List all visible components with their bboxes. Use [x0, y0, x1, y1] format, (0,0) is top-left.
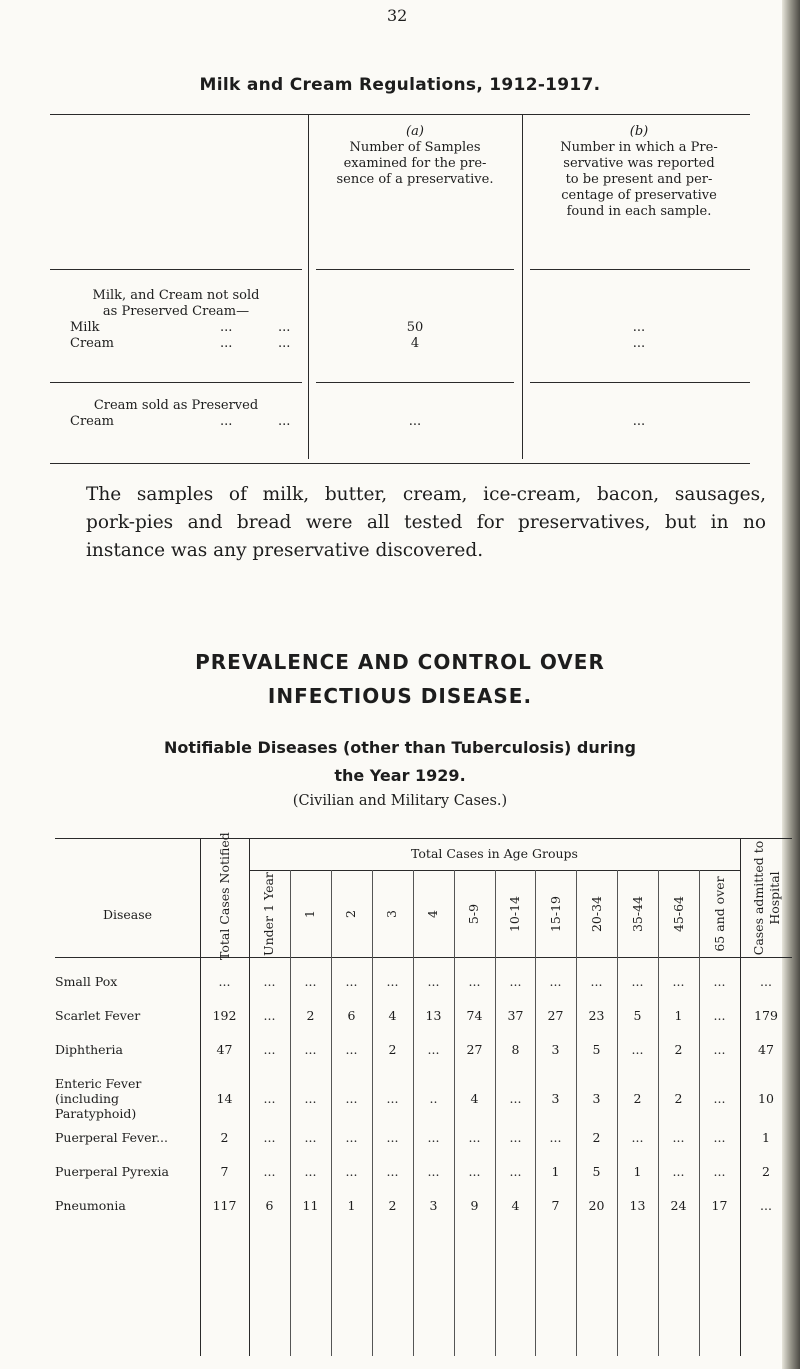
age-col-header: 1 — [302, 910, 317, 918]
age-count-cell: ... — [713, 1164, 726, 1179]
hospital-header: Cases admitted to Hospital — [751, 840, 782, 956]
age-count-cell: 1 — [347, 1198, 356, 1213]
age-count-cell: ... — [386, 1164, 399, 1179]
age-count-cell: 2 — [388, 1042, 397, 1057]
age-count-cell: ... — [263, 1091, 276, 1106]
age-count-cell: ... — [304, 974, 317, 989]
age-count-cell: 20 — [588, 1198, 605, 1213]
age-col-header: 15-19 — [548, 895, 563, 933]
row1-cream-count: 4 — [410, 336, 420, 351]
age-count-cell: ... — [672, 1164, 685, 1179]
row1-label-line1: Milk, and Cream not sold — [92, 288, 260, 303]
hospital-cell: 1 — [762, 1130, 770, 1145]
age-count-cell: ... — [263, 1042, 276, 1057]
total-notified-cell: 192 — [212, 1008, 237, 1023]
hospital-cell: ... — [760, 1198, 772, 1213]
age-count-cell: 1 — [674, 1008, 683, 1023]
age-count-cell: 3 — [429, 1198, 438, 1213]
age-count-cell: ... — [509, 1091, 522, 1106]
row1-label-line2: as Preserved Cream— — [102, 304, 250, 319]
disease-name: (including — [55, 1091, 120, 1106]
age-count-cell: 11 — [302, 1198, 319, 1213]
hospital-cell: 47 — [758, 1042, 774, 1057]
age-count-cell: ... — [345, 974, 358, 989]
age-count-cell: ... — [549, 974, 562, 989]
age-count-cell: 6 — [347, 1008, 356, 1023]
age-count-cell: ... — [263, 1164, 276, 1179]
age-count-cell: 3 — [592, 1091, 601, 1106]
disease-name: Diphtheria — [55, 1042, 123, 1057]
age-col-header: 65 and over — [712, 876, 727, 952]
age-count-cell: ... — [713, 1008, 726, 1023]
age-count-cell: ... — [427, 1164, 440, 1179]
age-count-cell: 7 — [551, 1198, 560, 1213]
preservative-paragraph: The samples of milk, butter, cream, ice-cream, bacon, sausages, pork-pies and bread were all tested for preservatives, but in no instance was any preservative discovered. — [86, 484, 766, 561]
age-count-cell: 2 — [388, 1198, 397, 1213]
hospital-cell: ... — [760, 974, 772, 989]
age-count-cell: ... — [713, 1130, 726, 1145]
age-count-cell: 2 — [674, 1042, 683, 1057]
age-col-header: 5-9 — [466, 903, 481, 925]
total-notified-cell: 2 — [220, 1130, 229, 1145]
age-count-cell: 4 — [511, 1198, 520, 1213]
age-count-cell: ... — [263, 974, 276, 989]
age-count-cell: ... — [263, 1130, 276, 1145]
age-count-cell: 1 — [551, 1164, 560, 1179]
age-count-cell: ... — [509, 1164, 522, 1179]
age-count-cell: 37 — [507, 1008, 524, 1023]
notifiable-diseases-table — [55, 832, 797, 1358]
age-count-cell: 5 — [592, 1042, 601, 1057]
age-count-cell: ... — [468, 1164, 481, 1179]
age-count-cell: 2 — [674, 1091, 683, 1106]
row2-label-line1: Cream sold as Preserved — [93, 398, 259, 413]
age-count-cell: 27 — [547, 1008, 564, 1023]
age-count-cell: ... — [713, 1091, 726, 1106]
disease-name: Puerperal Pyrexia — [55, 1164, 169, 1179]
row2-label-line2: Cream — [70, 414, 114, 429]
milk-cream-table: (a) Number of Samples examined for the pre- sence of a preservative. (b) Number in which a Pre- servative was reported to be present and per- centage of preservative found in each sample. Milk, and Cream not sold as Preserved Cream— Milk ... ... Cream ... ... 50 4 ... ... Cream sold as Preserved Cream ... ... ... ... — [50, 114, 750, 464]
age-count-cell: ... — [304, 1091, 317, 1106]
age-count-cell: ... — [672, 974, 685, 989]
age-count-cell: 8 — [511, 1042, 520, 1057]
age-count-cell: 3 — [551, 1091, 560, 1106]
age-count-cell: ... — [345, 1164, 358, 1179]
total-notified-header: Total Cases Notified — [217, 832, 232, 960]
age-col-header: 20-34 — [589, 895, 604, 933]
age-col-header: 10-14 — [507, 895, 522, 933]
age-count-cell: 5 — [592, 1164, 601, 1179]
total-notified-cell: 7 — [220, 1164, 229, 1179]
age-count-cell: ... — [509, 1130, 522, 1145]
age-count-cell: 24 — [670, 1198, 687, 1213]
disease-name: Paratyphoid) — [55, 1106, 137, 1121]
age-count-cell: ... — [590, 974, 603, 989]
total-notified-cell: 14 — [216, 1091, 233, 1106]
age-count-cell: 74 — [466, 1008, 483, 1023]
hospital-cell: 179 — [754, 1008, 778, 1023]
age-count-cell: ... — [345, 1091, 358, 1106]
age-count-cell: 2 — [306, 1008, 315, 1023]
total-notified-cell: ... — [218, 974, 231, 989]
col-a-header: (a) Number of Samples examined for the pre- sence of a preservative. — [336, 124, 494, 187]
age-count-cell: ... — [304, 1130, 317, 1145]
age-count-cell: ... — [713, 1042, 726, 1057]
age-count-cell: 2 — [633, 1091, 642, 1106]
age-col-header: 4 — [425, 910, 440, 918]
age-count-cell: ... — [304, 1042, 317, 1057]
disease-header: Disease — [102, 907, 153, 922]
age-col-header: 45-64 — [671, 895, 686, 933]
age-count-cell: ... — [468, 974, 481, 989]
age-count-cell: 9 — [470, 1198, 479, 1213]
age-count-cell: ... — [386, 1091, 399, 1106]
disease-name: Puerperal Fever... — [55, 1130, 169, 1145]
hospital-cell: 2 — [762, 1164, 770, 1179]
age-count-cell: ... — [631, 1042, 644, 1057]
total-notified-cell: 47 — [216, 1042, 233, 1057]
age-count-cell: 3 — [551, 1042, 560, 1057]
age-count-cell: ... — [549, 1130, 562, 1145]
age-count-cell: 6 — [265, 1198, 274, 1213]
age-col-header: 2 — [343, 910, 358, 918]
age-count-cell: ... — [386, 974, 399, 989]
row1-cream-label: Cream — [70, 336, 114, 351]
notifiable-diseases-heading: Notifiable Diseases (other than Tuberculosis) during the Year 1929. — [164, 738, 636, 785]
disease-name: Enteric Fever — [55, 1076, 142, 1091]
age-count-cell: ... — [345, 1130, 358, 1145]
age-groups-header: Total Cases in Age Groups — [411, 846, 578, 861]
disease-name: Scarlet Fever — [55, 1008, 141, 1023]
age-count-cell: ... — [631, 974, 644, 989]
age-count-cell: ... — [263, 1008, 276, 1023]
age-count-cell: ... — [427, 974, 440, 989]
civilian-military-subheading: (Civilian and Military Cases.) — [292, 793, 508, 809]
age-col-header: 35-44 — [630, 895, 645, 933]
age-count-cell: ... — [468, 1130, 481, 1145]
age-col-header: Under 1 Year — [261, 872, 276, 956]
age-count-cell: ... — [427, 1042, 440, 1057]
row1-milk-label: Milk — [70, 320, 100, 335]
age-count-cell: 4 — [388, 1008, 397, 1023]
col-b-header: (b) Number in which a Pre- servative was reported to be present and per- centage of preservative found in each sample. — [560, 124, 718, 219]
age-count-cell: ... — [427, 1130, 440, 1145]
prevalence-heading: PREVALENCE AND CONTROL OVER INFECTIOUS DISEASE. — [195, 650, 605, 708]
disease-name: Pneumonia — [55, 1198, 126, 1213]
age-count-cell: 2 — [592, 1130, 601, 1145]
age-count-cell: .. — [429, 1091, 438, 1106]
age-count-cell: 17 — [711, 1198, 728, 1213]
age-count-cell: ... — [304, 1164, 317, 1179]
age-count-cell: ... — [631, 1130, 644, 1145]
age-count-cell: ... — [345, 1042, 358, 1057]
age-count-cell: 4 — [470, 1091, 479, 1106]
age-count-cell: ... — [672, 1130, 685, 1145]
age-count-cell: 13 — [425, 1008, 442, 1023]
age-count-cell: 1 — [633, 1164, 642, 1179]
age-count-cell: 5 — [633, 1008, 642, 1023]
milk-cream-heading: Milk and Cream Regulations, 1912-1917. — [199, 75, 601, 95]
age-count-cell: 27 — [466, 1042, 483, 1057]
age-count-cell: ... — [509, 974, 522, 989]
page-number: 32 — [387, 6, 408, 25]
total-notified-cell: 117 — [212, 1198, 237, 1213]
age-count-cell: ... — [386, 1130, 399, 1145]
disease-name: Small Pox — [55, 974, 118, 989]
age-count-cell: 23 — [588, 1008, 605, 1023]
age-col-header: 3 — [384, 910, 399, 918]
row1-milk-count: 50 — [406, 320, 424, 335]
hospital-cell: 10 — [758, 1091, 774, 1106]
age-count-cell: 13 — [629, 1198, 646, 1213]
age-count-cell: ... — [713, 974, 726, 989]
